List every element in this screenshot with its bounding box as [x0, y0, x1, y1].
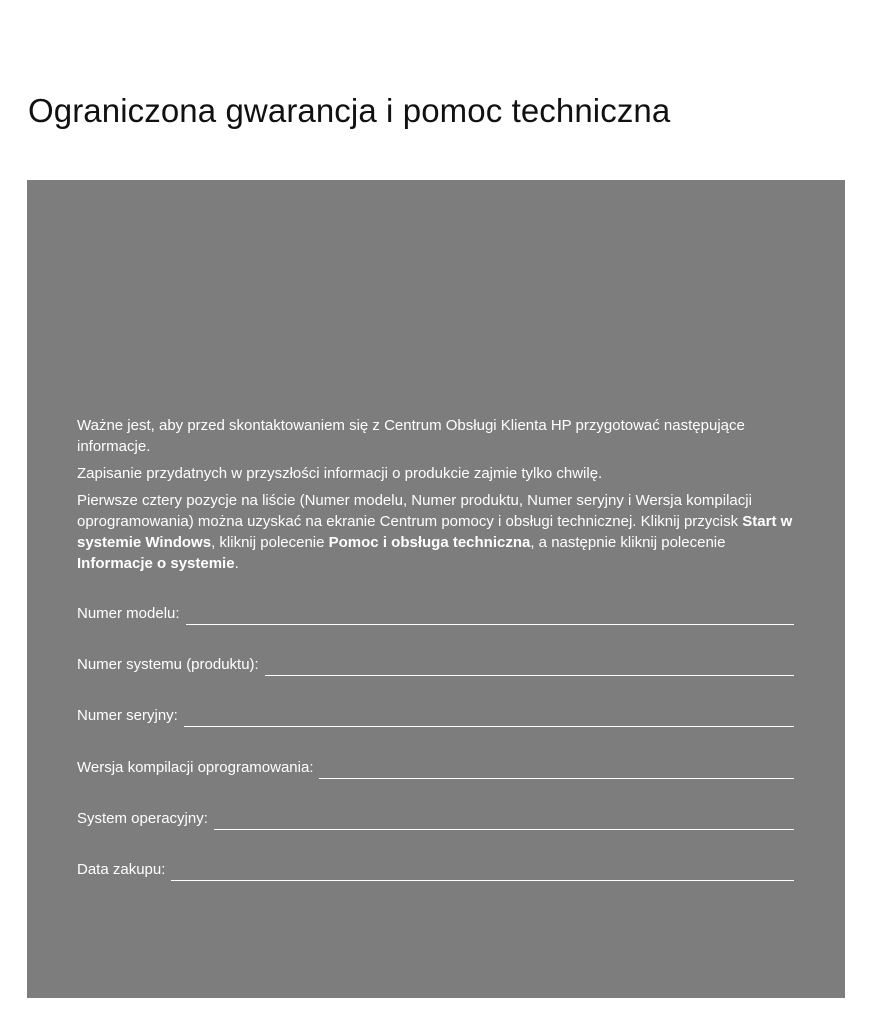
model-number-label: Numer modelu:: [77, 605, 180, 622]
purchase-date-line[interactable]: [171, 880, 794, 881]
model-number-line[interactable]: [186, 624, 794, 625]
system-number-label: Numer systemu (produktu):: [77, 656, 259, 673]
system-number-line[interactable]: [265, 675, 794, 676]
intro-line-3-text-3: , a następnie kliknij polecenie: [530, 534, 726, 551]
serial-number-label: Numer seryjny:: [77, 707, 178, 724]
purchase-date-label: Data zakupu:: [77, 861, 166, 878]
operating-system-label: System operacyjny:: [77, 810, 208, 827]
system-info-emphasis: Informacje o systemie: [77, 555, 235, 572]
operating-system-field: [77, 810, 794, 828]
system-number-field: [77, 656, 794, 674]
model-number-field: [77, 605, 794, 623]
serial-number-field: [77, 707, 794, 725]
help-support-emphasis: Pomoc i obsługa techniczna: [328, 534, 531, 551]
software-build-field: [77, 759, 794, 777]
software-build-label: Wersja kompilacji oprogramowania:: [77, 759, 314, 776]
info-panel: [27, 180, 845, 998]
intro-line-3-text-2: , kliknij polecenie: [211, 534, 329, 551]
page-title: Ograniczona gwarancja i pomoc techniczna: [28, 92, 671, 129]
intro-line-3-text-4: .: [234, 555, 239, 572]
intro-line-2: Zapisanie przydatnych w przyszłości informacji o produkcie zajmie tylko chwilę.: [77, 465, 603, 482]
start-windows-emphasis: Start w systemie Windows: [77, 513, 793, 551]
software-build-line[interactable]: [319, 778, 794, 779]
purchase-date-field: [77, 861, 794, 879]
intro-line-3-text-1: Pierwsze cztery pozycje na liście (Numer modelu, Numer produktu, Numer seryjny i Wersja kompilacji oprogramowania) można uzyskać na ekranie Centrum pomocy i obsługi technicznej. Kliknij przycisk: [77, 492, 752, 530]
serial-number-line[interactable]: [184, 726, 794, 727]
intro-line-3: [77, 490, 799, 574]
intro-text: [77, 415, 799, 580]
operating-system-line[interactable]: [214, 829, 794, 830]
intro-line-1: Ważne jest, aby przed skontaktowaniem się z Centrum Obsługi Klienta HP przygotować następujące informacje.: [77, 417, 745, 455]
